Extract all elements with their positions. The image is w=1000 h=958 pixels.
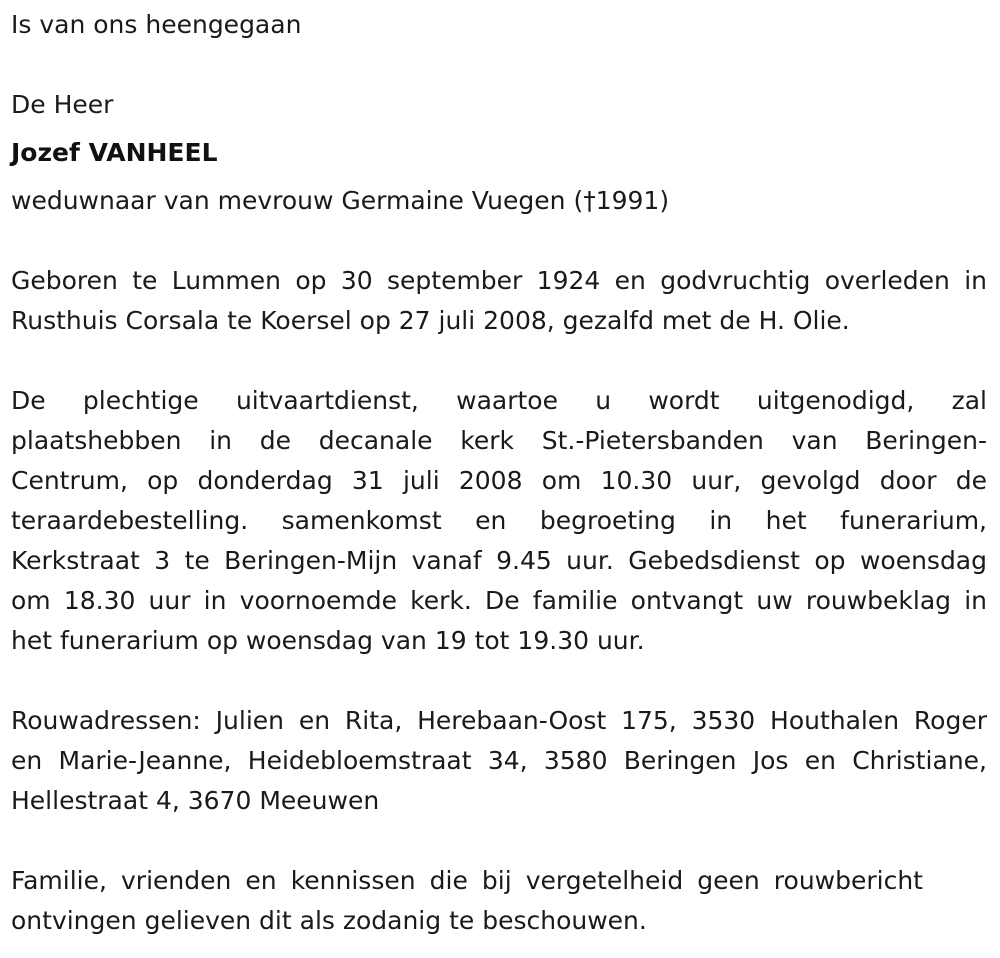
addresses-paragraph (11, 701, 987, 821)
paragraph-line: plaatshebben in de decanale kerk St.-Pietersbanden van Beringen- (11, 426, 987, 455)
closing-paragraph (11, 861, 923, 941)
birth-death-paragraph (11, 261, 987, 341)
paragraph-line: De plechtige uitvaartdienst, waartoe u wordt uitgenodigd, zal (11, 386, 987, 415)
paragraph-line: Rouwadressen: Julien en Rita, Herebaan-Oost 175, 3530 Houthalen Roger (11, 706, 987, 735)
paragraph-line: en Marie-Jeanne, Heidebloemstraat 34, 3580 Beringen Jos en Christiane, (11, 746, 987, 775)
spouse-text: weduwnaar van mevrouw Germaine Vuegen ( (11, 186, 584, 215)
funeral-paragraph (11, 381, 987, 661)
paragraph-line: Familie, vrienden en kennissen die bij vergetelheid geen rouwbericht (11, 866, 923, 895)
paragraph-line: Kerkstraat 3 te Beringen-Mijn vanaf 9.45 uur. Gebedsdienst op woensdag (11, 546, 987, 575)
deceased-name: Jozef VANHEEL (11, 138, 218, 167)
paragraph-line: het funerarium op woensdag van 19 tot 19.30 uur. (11, 626, 645, 655)
paragraph-line: ontvingen gelieven dit als zodanig te beschouwen. (11, 906, 647, 935)
spouse-death-year: 1991 (595, 186, 660, 215)
paragraph-line: Hellestraat 4, 3670 Meeuwen (11, 786, 380, 815)
cross-icon: † (583, 186, 596, 215)
intro-text: Is van ons heengegaan (11, 10, 302, 39)
paragraph-line: Geboren te Lummen op 30 september 1924 en godvruchtig overleden in (11, 266, 987, 295)
paragraph-line: om 18.30 uur in voornoemde kerk. De familie ontvangt uw rouwbeklag in (11, 586, 987, 615)
spouse-line (11, 181, 669, 221)
title-prefix: De Heer (11, 90, 114, 119)
paragraph-line: Rusthuis Corsala te Koersel op 27 juli 2008, gezalfd met de H. Olie. (11, 306, 850, 335)
paragraph-line: Centrum, op donderdag 31 juli 2008 om 10.30 uur, gevolgd door de (11, 466, 987, 495)
spouse-text-end: ) (659, 186, 670, 215)
paragraph-line: teraardebestelling. samenkomst en begroeting in het funerarium, (11, 506, 987, 535)
